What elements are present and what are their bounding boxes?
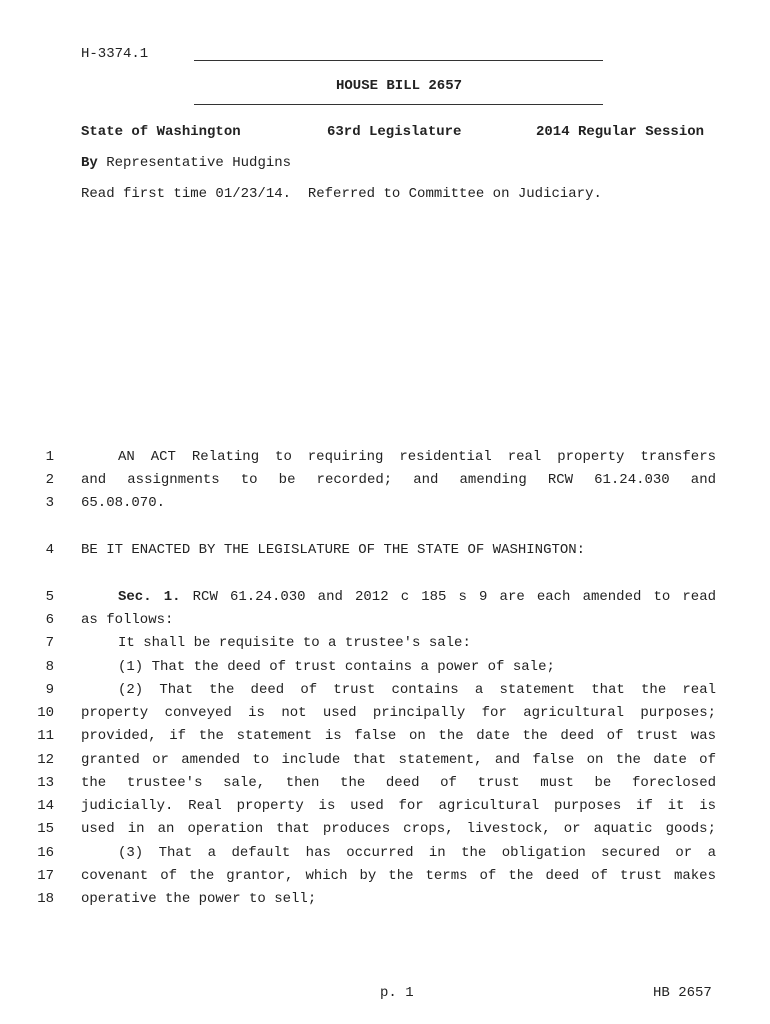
- text-line: property conveyed is not used principally for agricultural purposes;: [81, 705, 716, 721]
- document-id: H-3374.1: [81, 46, 149, 62]
- line-number: 7: [45, 635, 54, 651]
- state-name: State of Washington: [81, 124, 241, 140]
- line-number: 8: [45, 659, 54, 675]
- line-number: 13: [37, 775, 54, 791]
- session: 2014 Regular Session: [536, 124, 705, 140]
- text-line: the trustee's sale, then the deed of trust must be foreclosed: [81, 775, 716, 791]
- text-line: used in an operation that produces crops, livestock, or aquatic goods;: [81, 821, 716, 837]
- text-line: as follows:: [81, 612, 174, 628]
- text-line: operative the power to sell;: [81, 891, 317, 907]
- line-number: 3: [45, 495, 54, 511]
- line-number: 18: [37, 891, 54, 907]
- text-line: (2) That the deed of trust contains a statement that the real: [118, 682, 716, 698]
- text-line: judicially. Real property is used for agricultural purposes if it is: [81, 798, 716, 814]
- text-line: provided, if the statement is false on the date the deed of trust was: [81, 728, 716, 744]
- enacting-clause: BE IT ENACTED BY THE LEGISLATURE OF THE STATE OF WASHINGTON:: [81, 542, 586, 558]
- page-number: p. 1: [380, 985, 414, 1001]
- text-line: covenant of the grantor, which by the terms of the deed of trust makes: [81, 868, 716, 884]
- read-note: Read first time 01/23/14. Referred to Committee on Judiciary.: [81, 186, 602, 202]
- line-number: 6: [45, 612, 54, 628]
- section-heading-line: Sec. 1. RCW 61.24.030 and 2012 c 185 s 9 are each amended to read: [118, 589, 716, 605]
- line-number: 9: [45, 682, 54, 698]
- line-number: 12: [37, 752, 54, 768]
- text-line: granted or amended to include that statement, and false on the date of: [81, 752, 716, 768]
- text-line: 65.08.070.: [81, 495, 166, 511]
- line-number: 1: [45, 449, 54, 465]
- header-rule-top: [194, 60, 603, 61]
- line-number: 17: [37, 868, 54, 884]
- text-line: and assignments to be recorded; and amending RCW 61.24.030 and: [81, 472, 716, 488]
- text-line: (3) That a default has occurred in the obligation secured or a: [118, 845, 716, 861]
- text-line: (1) That the deed of trust contains a power of sale;: [118, 659, 555, 675]
- text-line: AN ACT Relating to requiring residential real property transfers: [118, 449, 716, 465]
- line-number: 14: [37, 798, 54, 814]
- line-number: 4: [45, 542, 54, 558]
- bill-title: HOUSE BILL 2657: [335, 78, 463, 94]
- sponsor-name: Representative Hudgins: [106, 155, 292, 171]
- by-label: By: [81, 155, 98, 171]
- line-number: 16: [37, 845, 54, 861]
- line-number: 11: [37, 728, 54, 744]
- line-number: 5: [45, 589, 54, 605]
- header-rule-bottom: [194, 104, 603, 105]
- sponsor-line: [81, 154, 291, 172]
- line-number: 10: [37, 705, 54, 721]
- line-number: 15: [37, 821, 54, 837]
- text-line: It shall be requisite to a trustee's sale:: [118, 635, 471, 651]
- section-label: Sec. 1.: [118, 589, 181, 605]
- line-number: 2: [45, 472, 54, 488]
- legislature: 63rd Legislature: [327, 124, 462, 140]
- bill-reference: HB 2657: [653, 985, 712, 1001]
